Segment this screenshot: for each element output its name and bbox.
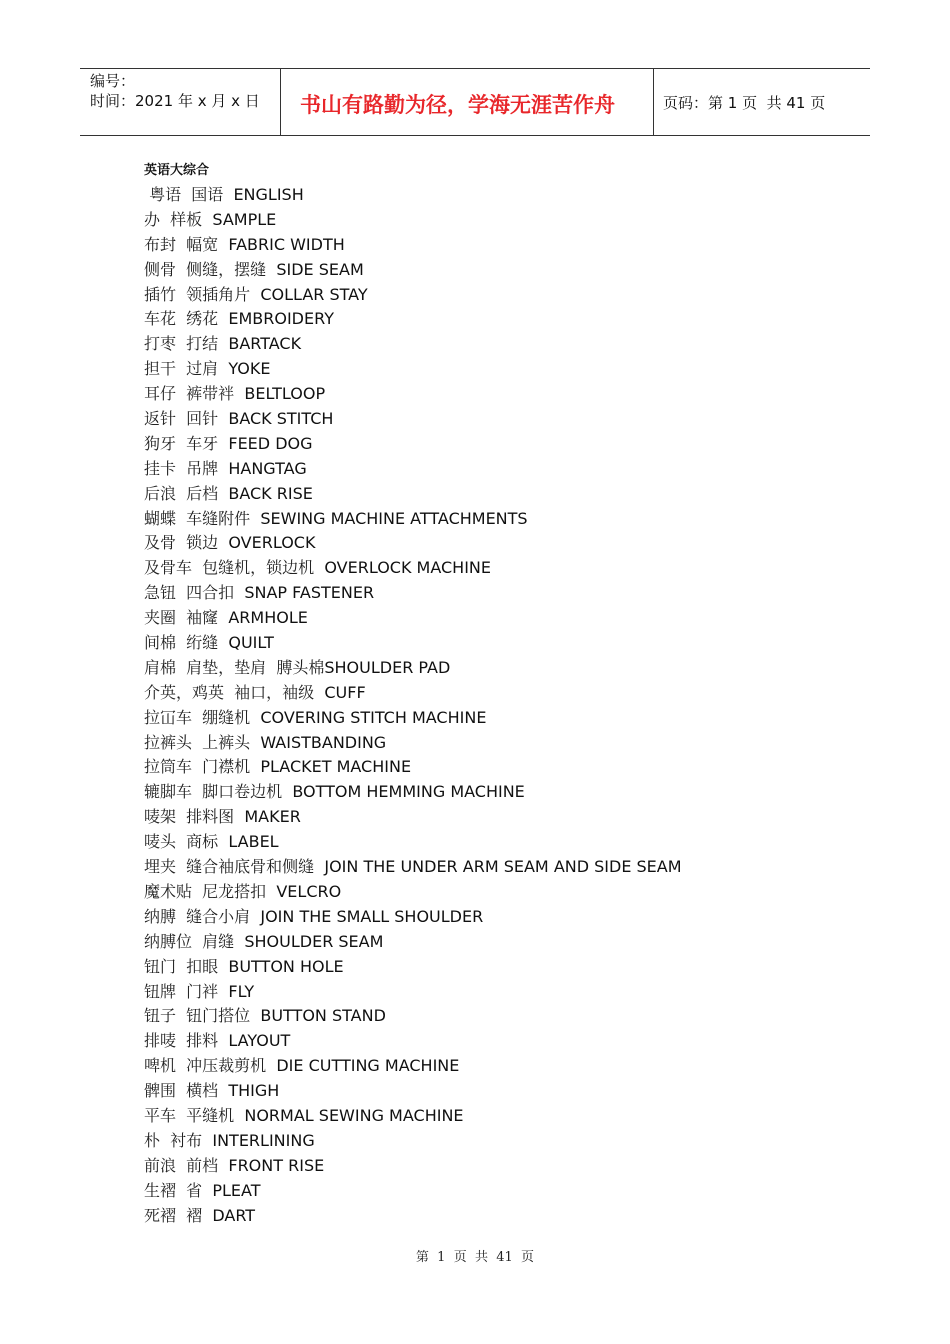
term-chinese: 侧骨 侧缝，摆缝	[144, 259, 277, 279]
document-date: 时间：2021 年 x 月 x 日	[90, 92, 260, 110]
term-english: BUTTON STAND	[260, 1006, 386, 1026]
term-english: DIE CUTTING MACHINE	[276, 1056, 460, 1076]
term-english: EMBROIDERY	[228, 309, 334, 329]
list-item	[144, 780, 682, 805]
list-item	[144, 1204, 682, 1229]
term-english: CUFF	[324, 682, 366, 702]
term-chinese: 辘脚车 脚口卷边机	[144, 782, 293, 802]
list-item	[144, 805, 682, 830]
glossary-list	[144, 183, 682, 1228]
list-item	[144, 955, 682, 980]
term-english: OVERLOCK	[228, 533, 316, 553]
list-item	[144, 283, 682, 308]
list-item	[144, 1104, 682, 1129]
term-english: FRONT RISE	[228, 1155, 325, 1175]
term-english: COLLAR STAY	[260, 284, 368, 304]
header-motto-cell	[281, 69, 654, 135]
list-item	[144, 1054, 682, 1079]
term-english: YOKE	[228, 359, 271, 379]
term-chinese: 狗牙 车牙	[144, 433, 229, 453]
term-english: WAISTBANDING	[260, 732, 387, 752]
term-english: SNAP FASTENER	[244, 583, 375, 603]
list-item	[144, 432, 682, 457]
term-chinese: 担干 过肩	[144, 359, 229, 379]
term-chinese: 粤语 国语	[144, 185, 234, 204]
term-english: SHOULDER SEAM	[244, 931, 384, 951]
document-number-label: 编号：	[90, 72, 136, 90]
list-item	[144, 307, 682, 332]
term-english: SIDE SEAM	[276, 259, 364, 279]
term-chinese: 挂卡 吊牌	[144, 458, 229, 478]
term-english: BELTLOOP	[244, 384, 326, 404]
term-english: LABEL	[228, 832, 279, 852]
list-item	[144, 482, 682, 507]
term-english: PLACKET MACHINE	[260, 757, 412, 777]
list-item	[144, 1129, 682, 1154]
list-item	[144, 656, 682, 681]
term-chinese: 啤机 冲压裁剪机	[144, 1056, 277, 1076]
term-english: JOIN THE UNDER ARM SEAM AND SIDE SEAM	[324, 857, 682, 877]
list-item	[144, 208, 682, 233]
term-english: PLEAT	[212, 1180, 261, 1200]
motto-text: 书山有路勤为径，学海无涯苦作舟	[300, 93, 615, 117]
list-item	[144, 855, 682, 880]
list-item	[144, 507, 682, 532]
term-english: QUILT	[228, 633, 274, 653]
term-chinese: 拉冚车 绷缝机	[144, 707, 261, 727]
term-chinese: 前浪 前档	[144, 1155, 229, 1175]
term-chinese: 钮门 扣眼	[144, 956, 229, 976]
term-english: ENGLISH	[233, 185, 304, 204]
list-item	[144, 1154, 682, 1179]
list-item	[144, 731, 682, 756]
list-item	[144, 606, 682, 631]
header-page-cell	[654, 69, 870, 135]
list-item	[144, 531, 682, 556]
term-chinese: 办 样板	[144, 209, 213, 229]
list-item	[144, 258, 682, 283]
list-item	[144, 233, 682, 258]
term-english: NORMAL SEWING MACHINE	[244, 1105, 464, 1125]
term-english: OVERLOCK MACHINE	[324, 558, 491, 578]
term-english: ARMHOLE	[228, 608, 308, 628]
list-item	[144, 681, 682, 706]
term-english: FEED DOG	[228, 433, 313, 453]
list-item	[144, 930, 682, 955]
list-item	[144, 382, 682, 407]
term-chinese: 间棉 绗缝	[144, 633, 229, 653]
page-footer: 第 1 页 共 41 页	[415, 1250, 535, 1265]
term-chinese: 纳膊 缝合小肩	[144, 906, 261, 926]
list-item	[144, 457, 682, 482]
term-chinese: 平车 平缝机	[144, 1105, 245, 1125]
term-english: SAMPLE	[212, 209, 277, 229]
list-item	[144, 1029, 682, 1054]
term-english: MAKER	[244, 807, 301, 827]
term-chinese: 打枣 打结	[144, 334, 229, 354]
term-english: BACK RISE	[228, 483, 313, 503]
term-chinese: 耳仔 裤带袢	[144, 384, 245, 404]
term-chinese: 拉筒车 门襟机	[144, 757, 261, 777]
list-item	[144, 631, 682, 656]
term-chinese: 钮子 钮门搭位	[144, 1006, 261, 1026]
term-chinese: 埋夹 缝合袖底骨和侧缝	[144, 857, 325, 877]
term-chinese: 介英，鸡英 袖口，袖级	[144, 682, 325, 702]
term-chinese: 排唛 排料	[144, 1031, 229, 1051]
list-item	[144, 1179, 682, 1204]
list-item	[144, 755, 682, 780]
term-chinese: 死褶 褶	[144, 1205, 213, 1225]
list-item	[144, 980, 682, 1005]
term-chinese: 生褶 省	[144, 1180, 213, 1200]
list-item	[144, 407, 682, 432]
term-chinese: 及骨车 包缝机，锁边机	[144, 558, 325, 578]
term-chinese: 肩棉 肩垫，垫肩 膊头棉	[144, 657, 325, 677]
list-item	[144, 1004, 682, 1029]
term-chinese: 钮牌 门袢	[144, 981, 229, 1001]
term-english: FLY	[228, 981, 255, 1001]
list-item	[144, 183, 682, 208]
list-item	[144, 581, 682, 606]
list-item	[144, 357, 682, 382]
list-item	[144, 905, 682, 930]
list-item	[144, 332, 682, 357]
term-chinese: 及骨 锁边	[144, 533, 229, 553]
term-english: THIGH	[228, 1081, 280, 1101]
term-chinese: 朴 衬布	[144, 1130, 213, 1150]
term-chinese: 唛头 商标	[144, 832, 229, 852]
term-english: BUTTON HOLE	[228, 956, 344, 976]
term-english: BOTTOM HEMMING MACHINE	[292, 782, 525, 802]
header-table	[80, 68, 870, 136]
document-title: 英语大综合	[144, 163, 210, 178]
term-chinese: 魔术贴 尼龙搭扣	[144, 881, 277, 901]
term-english: DART	[212, 1205, 256, 1225]
term-chinese: 纳膊位 肩缝	[144, 931, 245, 951]
term-english: FABRIC WIDTH	[228, 234, 345, 254]
term-english: HANGTAG	[228, 458, 307, 478]
page-info: 页码：第 1 页 共 41 页	[663, 93, 826, 112]
header-info-cell	[80, 69, 281, 135]
term-english: COVERING STITCH MACHINE	[260, 707, 487, 727]
term-english: SEWING MACHINE ATTACHMENTS	[260, 508, 528, 528]
term-chinese: 车花 绣花	[144, 309, 229, 329]
term-chinese: 髀围 横档	[144, 1081, 229, 1101]
term-chinese: 急钮 四合扣	[144, 583, 245, 603]
term-chinese: 布封 幅宽	[144, 234, 229, 254]
list-item	[144, 706, 682, 731]
term-chinese: 返针 回针	[144, 409, 229, 429]
list-item	[144, 830, 682, 855]
term-chinese: 拉裤头 上裤头	[144, 732, 261, 752]
list-item	[144, 556, 682, 581]
term-english: JOIN THE SMALL SHOULDER	[260, 906, 484, 926]
term-english: BARTACK	[228, 334, 302, 354]
term-chinese: 插竹 领插角片	[144, 284, 261, 304]
term-english: INTERLINING	[212, 1130, 315, 1150]
term-english: SHOULDER PAD	[324, 657, 451, 677]
term-chinese: 蝴蝶 车缝附件	[144, 508, 261, 528]
term-chinese: 唛架 排料图	[144, 807, 245, 827]
term-chinese: 夹圈 袖窿	[144, 608, 229, 628]
list-item	[144, 880, 682, 905]
term-english: BACK STITCH	[228, 409, 334, 429]
list-item	[144, 1079, 682, 1104]
term-english: LAYOUT	[228, 1031, 291, 1051]
term-english: VELCRO	[276, 881, 342, 901]
term-chinese: 后浪 后档	[144, 483, 229, 503]
